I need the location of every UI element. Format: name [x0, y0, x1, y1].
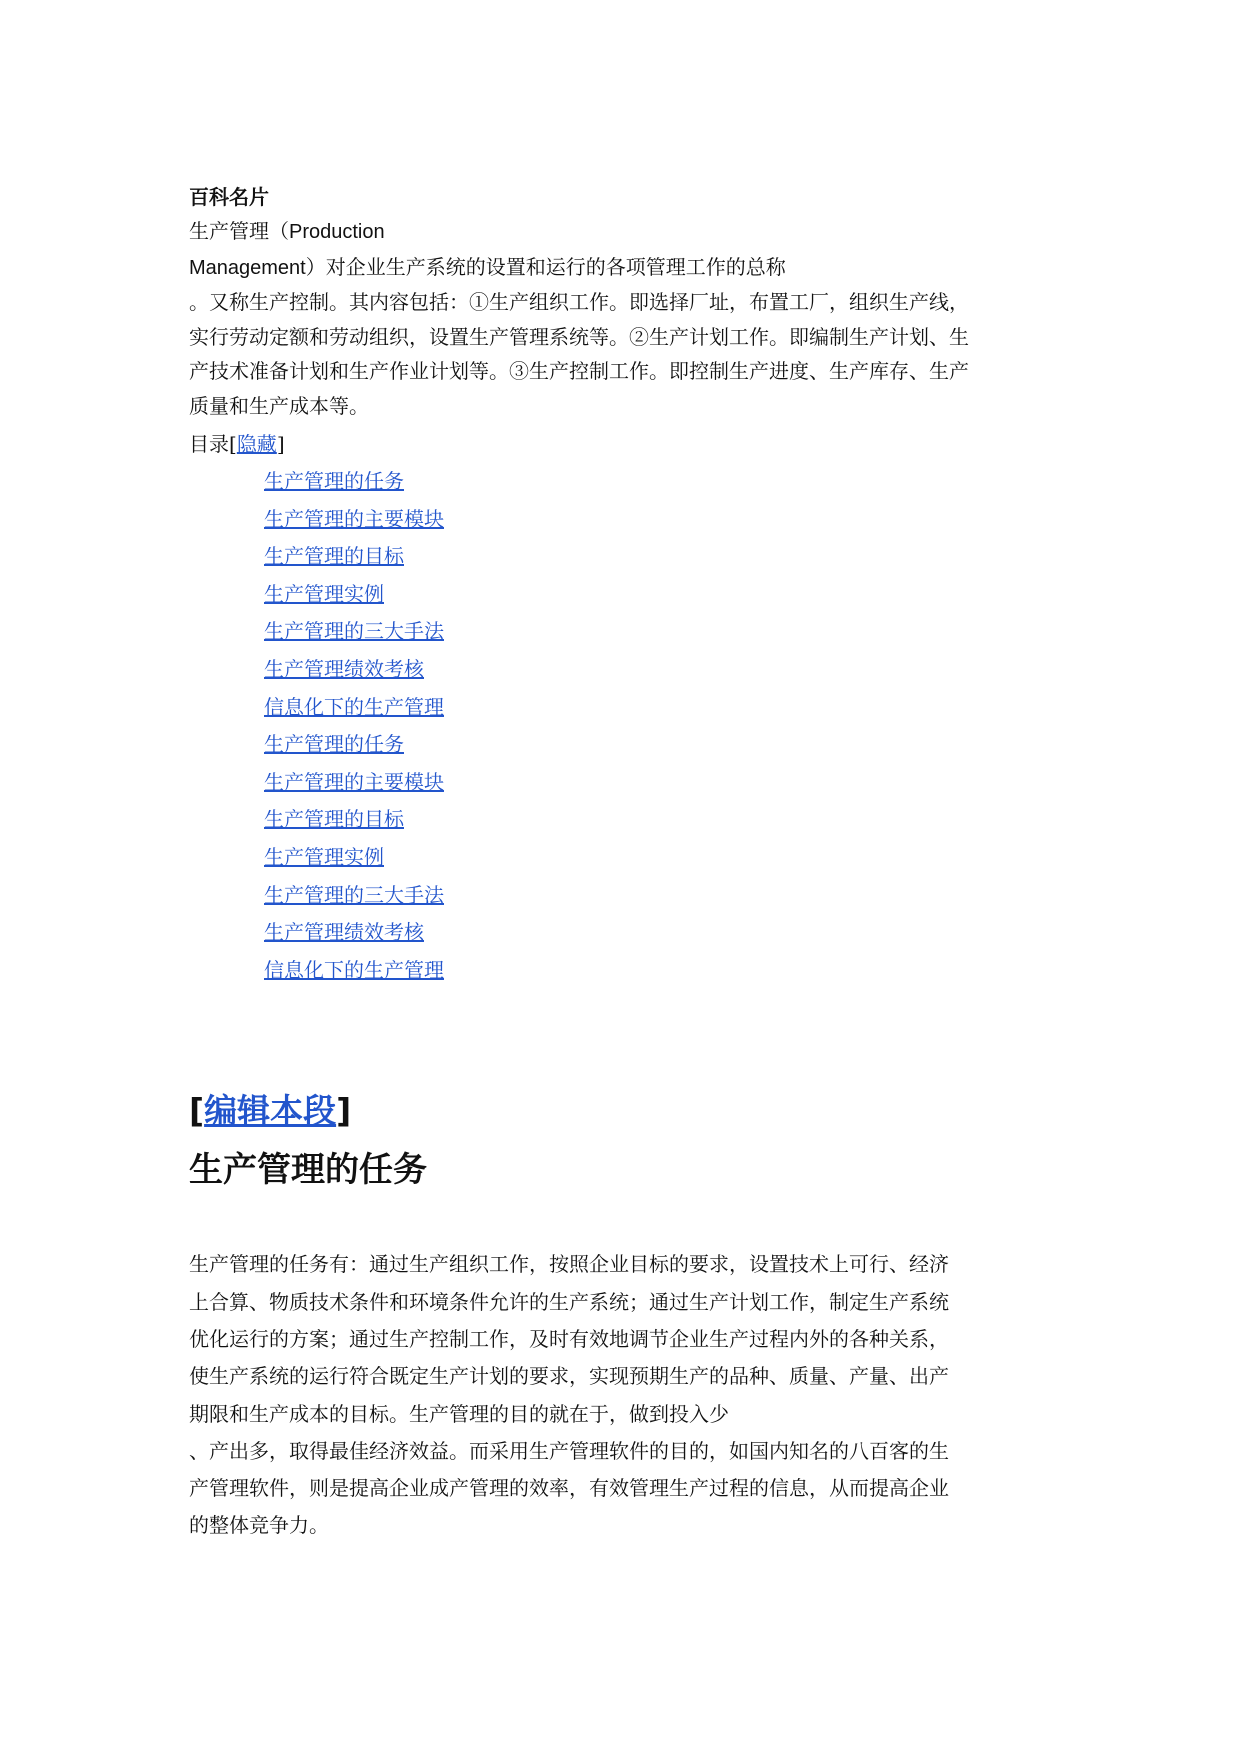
toc-bracket-open: [ [229, 432, 237, 456]
toc-link-three-methods-2[interactable]: 生产管理的三大手法 [264, 882, 444, 907]
toc-link-goals-2[interactable]: 生产管理的目标 [264, 807, 404, 832]
toc-item [264, 914, 1069, 952]
toc-link-task[interactable]: 生产管理的任务 [264, 469, 404, 493]
toc-link-informatization[interactable]: 信息化下的生产管理 [264, 694, 444, 719]
toc-hide-link[interactable]: 隐藏 [236, 432, 277, 456]
intro-line-2-en: Management [189, 256, 306, 279]
toc-link-three-methods[interactable]: 生产管理的三大手法 [264, 619, 444, 644]
toc-item [264, 801, 1069, 839]
toc-link-performance[interactable]: 生产管理绩效考核 [264, 656, 424, 681]
body-line: 优化运行的方案；通过生产控制工作，及时有效地调节企业生产过程内外的各种关系， [189, 1326, 949, 1351]
toc-item [264, 463, 1069, 501]
toc-link-modules[interactable]: 生产管理的主要模块 [264, 506, 444, 531]
body-line: 的整体竞争力。 [189, 1513, 329, 1538]
intro-line-4: 实行劳动定额和劳动组织，设置生产管理系统等。②生产计划工作。即编制生产计划、生 [189, 324, 969, 349]
toc-item [264, 613, 1069, 651]
toc-link-modules-2[interactable]: 生产管理的主要模块 [264, 769, 444, 794]
body-line: 使生产系统的运行符合既定生产计划的要求，实现预期生产的品种、质量、产量、出产 [189, 1364, 949, 1389]
toc-label: 目录 [189, 432, 229, 456]
toc-link-task-2[interactable]: 生产管理的任务 [264, 732, 404, 757]
intro-line-6: 质量和生产成本等。 [189, 393, 369, 418]
body-line: 上合算、物质技术条件和环境条件允许的生产系统；通过生产计划工作，制定生产系统 [189, 1289, 949, 1314]
card-title: 百科名片 [189, 185, 269, 209]
intro-line-1-en: Production [289, 221, 385, 243]
body-line: 产管理软件，则是提高企业成产管理的效率，有效管理生产过程的信息，从而提高企业 [189, 1476, 949, 1501]
toc-header [189, 425, 1069, 463]
edit-section-row [189, 1082, 1069, 1140]
intro-line-2 [189, 250, 1069, 286]
toc-item [264, 501, 1069, 539]
toc-list [189, 463, 1069, 989]
toc-link-goals[interactable]: 生产管理的目标 [264, 544, 404, 569]
toc-item [264, 576, 1069, 614]
intro-line-1 [189, 214, 1069, 250]
toc-item [264, 839, 1069, 877]
intro-line-5: 产技术准备计划和生产作业计划等。③生产控制工作。即控制生产进度、生产库存、生产 [189, 359, 969, 383]
edit-bracket-open: [ [189, 1091, 205, 1131]
toc-item [264, 764, 1069, 802]
edit-section-link[interactable]: 编辑本段 [204, 1091, 337, 1131]
toc-link-performance-2[interactable]: 生产管理绩效考核 [264, 920, 424, 945]
toc-link-examples-2[interactable]: 生产管理实例 [264, 844, 384, 869]
toc-item [264, 538, 1069, 576]
section-title: 生产管理的任务 [189, 1150, 427, 1191]
toc-link-informatization-2[interactable]: 信息化下的生产管理 [264, 957, 444, 982]
body-line: 生产管理的任务有：通过生产组织工作，按照企业目标的要求，设置技术上可行、经济 [189, 1252, 949, 1277]
toc-item [264, 877, 1069, 915]
body-line: 期限和生产成本的目标。生产管理的目的就在于，做到投入少 [189, 1401, 729, 1426]
toc-item [264, 952, 1069, 990]
document-page [189, 180, 1069, 1545]
toc-item [264, 651, 1069, 689]
body-line: 、产出多，取得最佳经济效益。而采用生产管理软件的目的，如国内知名的八百客的生 [189, 1438, 949, 1463]
intro-line-1-cn: 生产管理（ [189, 219, 289, 243]
edit-bracket-close: ] [336, 1091, 352, 1131]
intro-paragraph [189, 214, 1069, 423]
toc-item [264, 689, 1069, 727]
toc-link-examples[interactable]: 生产管理实例 [264, 581, 384, 606]
toc-item [264, 726, 1069, 764]
section-body [189, 1246, 1069, 1544]
intro-line-3: 。又称生产控制。其内容包括：①生产组织工作。即选择厂址，布置工厂，组织生产线， [189, 290, 969, 314]
intro-line-2-cn: ）对企业生产系统的设置和运行的各项管理工作的总称 [305, 254, 786, 279]
toc-bracket-close: ] [276, 432, 285, 456]
